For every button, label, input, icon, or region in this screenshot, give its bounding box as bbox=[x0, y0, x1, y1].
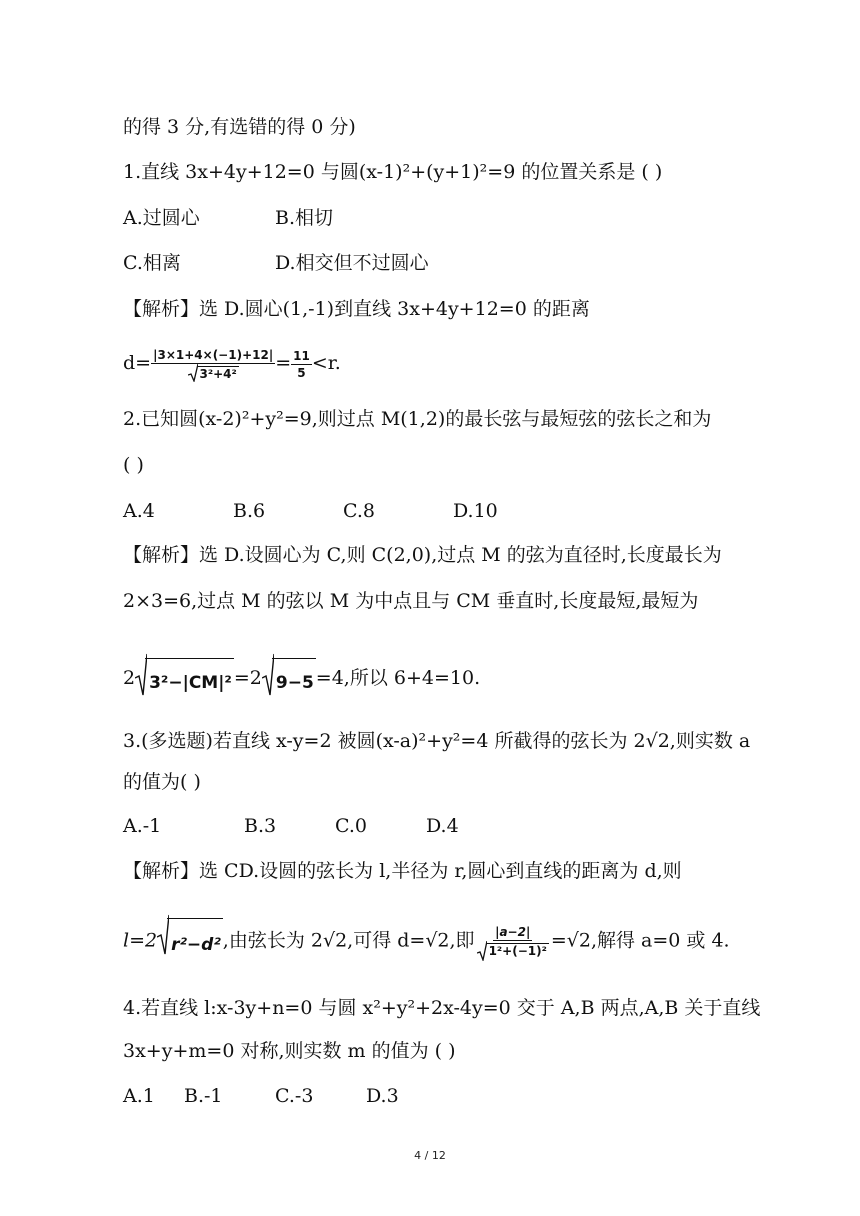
fraction-numerator: 11 bbox=[293, 348, 310, 363]
q1-option-b: B.相切 bbox=[275, 207, 334, 229]
q1-options-row2 bbox=[123, 249, 737, 277]
q3-stem-line2: 的值为( ) bbox=[123, 771, 201, 793]
distance-fraction bbox=[477, 926, 549, 957]
q3-stem-line1: 3.(多选题)若直线 x-y=2 被圆(x-a)²+y²=4 所截得的弦长为 2√2,则实数 a bbox=[123, 730, 751, 752]
sqrt-symbol bbox=[262, 652, 316, 706]
formula-text: l=2 bbox=[123, 929, 158, 952]
fraction-denominator: 5 bbox=[297, 365, 306, 380]
formula-text: d= bbox=[123, 352, 152, 374]
sqrt-radicand: 1²+(−1)² bbox=[488, 944, 547, 958]
q2-stem: 2.已知圆(x-2)²+y²=9,则过点 M(1,2)的最长弦与最短弦的弦长之和为 bbox=[123, 408, 712, 430]
formula-text: =√2,解得 a=0 或 4. bbox=[550, 929, 730, 952]
sqrt-symbol bbox=[157, 913, 223, 970]
q3-options bbox=[123, 812, 737, 840]
q4-option-b: B.-1 bbox=[184, 1085, 223, 1107]
page-number: 4 / 12 bbox=[414, 1149, 446, 1162]
sqrt-radicand: 3²−|CM|² bbox=[145, 658, 234, 706]
fraction-numerator: |a−2| bbox=[495, 925, 531, 939]
result-fraction bbox=[291, 350, 312, 379]
q2-paren: ( ) bbox=[123, 454, 144, 476]
q2-option-d: D.10 bbox=[453, 500, 498, 522]
q4-stem-line2: 3x+y+m=0 对称,则实数 m 的值为 ( ) bbox=[123, 1040, 456, 1062]
q1-solution: 【解析】选 D.圆心(1,-1)到直线 3x+4y+12=0 的距离 bbox=[123, 298, 590, 320]
sqrt-radicand: r²−d² bbox=[167, 918, 223, 970]
q2-options bbox=[123, 497, 737, 525]
q4-option-a: A.1 bbox=[123, 1085, 155, 1107]
q3-option-b: B.3 bbox=[244, 815, 277, 837]
q1-formula bbox=[123, 343, 737, 383]
q3-formula bbox=[123, 913, 737, 963]
instruction-line: 的得 3 分,有选错的得 0 分) bbox=[123, 116, 356, 138]
q3-option-d: D.4 bbox=[426, 815, 459, 837]
q4-stem-line1: 4.若直线 l:x-3y+n=0 与圆 x²+y²+2x-4y=0 交于 A,B 两点,A,B 关于直线 bbox=[123, 997, 761, 1019]
q2-option-a: A.4 bbox=[123, 500, 155, 522]
q1-option-c: C.相离 bbox=[123, 252, 181, 274]
sqrt-radicand: 3²+4² bbox=[199, 366, 237, 381]
q2-solution-line1: 【解析】选 D.设圆心为 C,则 C(2,0),过点 M 的弦为直径时,长度最长为 bbox=[123, 544, 722, 566]
formula-text: = bbox=[275, 352, 292, 374]
q2-option-b: B.6 bbox=[233, 500, 266, 522]
sqrt-radicand: 9−5 bbox=[272, 658, 316, 706]
fraction-numerator: |3×1+4×(−1)+12| bbox=[153, 347, 274, 362]
sqrt-symbol bbox=[477, 943, 549, 957]
sqrt-symbol bbox=[188, 366, 239, 380]
q2-solution-line2: 2×3=6,过点 M 的弦以 M 为中点且与 CM 垂直时,长度最短,最短为 bbox=[123, 590, 699, 612]
q4-option-c: C.-3 bbox=[275, 1085, 314, 1107]
q4-option-d: D.3 bbox=[366, 1085, 399, 1107]
q1-option-a: A.过圆心 bbox=[123, 207, 200, 229]
q1-options-row1 bbox=[123, 204, 737, 232]
formula-text: =4,所以 6+4=10. bbox=[315, 667, 481, 689]
formula-text: =2 bbox=[233, 667, 262, 689]
q3-option-a: A.-1 bbox=[123, 815, 162, 837]
q4-options bbox=[123, 1082, 737, 1110]
q3-solution-line1: 【解析】选 CD.设圆的弦长为 l,半径为 r,圆心到直线的距离为 d,则 bbox=[123, 860, 682, 882]
formula-text: 2 bbox=[123, 667, 136, 689]
formula-text: ,由弦长为 2√2,可得 d=√2,即 bbox=[222, 929, 475, 952]
q3-option-c: C.0 bbox=[335, 815, 367, 837]
formula-text: <r. bbox=[311, 352, 341, 374]
q1-stem: 1.直线 3x+4y+12=0 与圆(x-1)²+(y+1)²=9 的位置关系是 ( ) bbox=[123, 161, 663, 183]
q2-formula bbox=[123, 652, 737, 698]
distance-fraction bbox=[151, 349, 275, 380]
sqrt-symbol bbox=[135, 652, 234, 706]
q1-option-d: D.相交但不过圆心 bbox=[275, 252, 429, 274]
q2-option-c: C.8 bbox=[343, 500, 375, 522]
